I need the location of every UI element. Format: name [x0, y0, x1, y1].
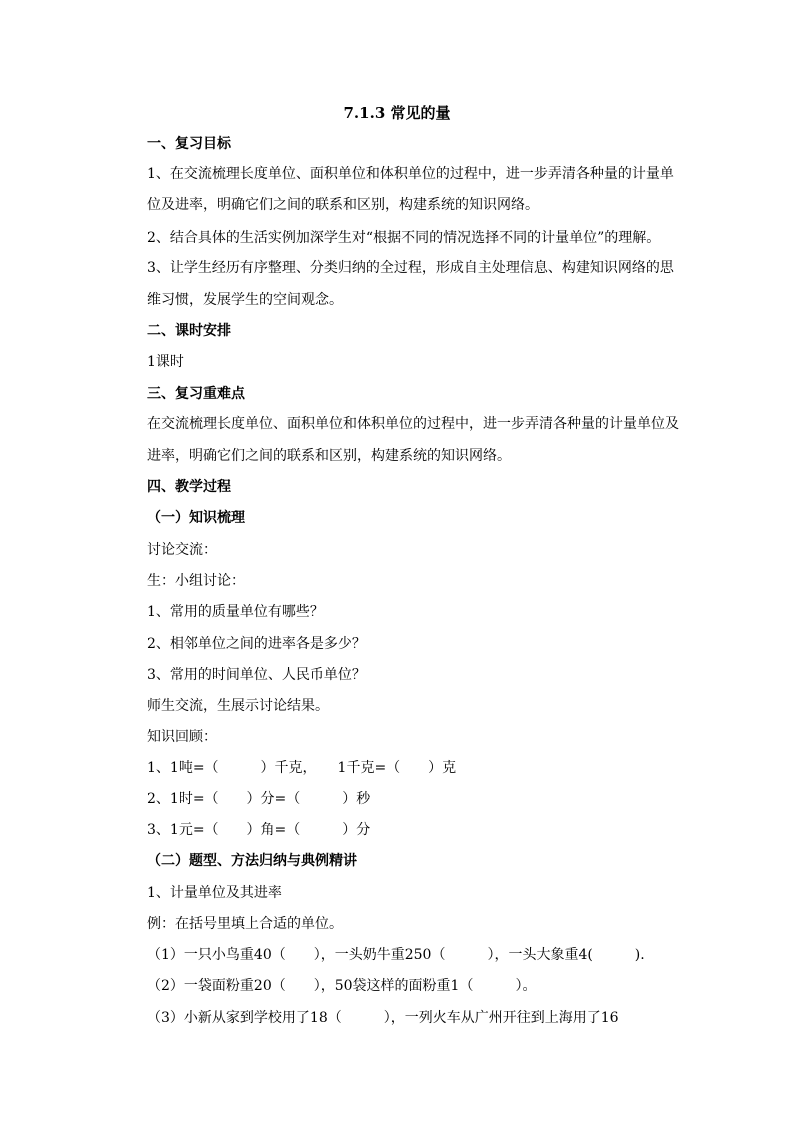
text-line: 2、1时=（ ）分=（ ）秒	[147, 791, 371, 807]
text-line: 位及进率，明确它们之间的联系和区别，构建系统的知识网络。	[147, 197, 539, 213]
text-line: 3、让学生经历有序整理、分类归纳的全过程，形成自主处理信息、构建知识网络的思	[147, 260, 674, 276]
text-line: 1、在交流梳理长度单位、面积单位和体积单位的过程中，进一步弄清各种量的计量单	[147, 166, 674, 182]
document-title: 7.1.3 常见的量	[343, 104, 451, 122]
text-line: 1、计量单位及其进率	[147, 885, 282, 901]
text-line: 知识回顾：	[147, 729, 217, 745]
text-line: 1、1吨=（ ）千克， 1千克=（ ）克	[147, 760, 457, 776]
text-line: 3、常用的时间单位、人民币单位？	[147, 667, 366, 683]
text-line: 生：小组讨论：	[147, 573, 245, 589]
text-line: 2、相邻单位之间的进率各是多少？	[147, 636, 366, 652]
text-line: （2）一袋面粉重20（ ），50袋这样的面粉重1（ ）。	[147, 978, 537, 994]
section-heading: （一）知识梳理	[147, 510, 245, 526]
text-line: 讨论交流：	[147, 542, 217, 558]
text-line: 1、常用的质量单位有哪些？	[147, 604, 324, 620]
text-line: 维习惯，发展学生的空间观念。	[147, 292, 343, 308]
text-line: 1课时	[147, 354, 184, 370]
text-line: 进率，明确它们之间的联系和区别，构建系统的知识网络。	[147, 448, 511, 464]
text-line: 例：在括号里填上合适的单位。	[147, 916, 343, 932]
text-line: 2、结合具体的生活实例加深学生对“根据不同的情况选择不同的计量单位”的理解。	[147, 230, 661, 246]
section-heading: （二）题型、方法归纳与典例精讲	[147, 853, 357, 869]
text-line: 师生交流，生展示讨论结果。	[147, 698, 329, 714]
section-heading: 四、教学过程	[147, 479, 231, 495]
section-heading: 二、课时安排	[147, 323, 231, 339]
section-heading: 三、复习重难点	[147, 386, 245, 402]
section-heading: 一、复习目标	[147, 136, 231, 152]
text-line: （1）一只小鸟重40（ ），一头奶牛重250（ ），一头大象重4( ).	[147, 947, 645, 963]
text-line: 在交流梳理长度单位、面积单位和体积单位的过程中，进一步弄清各种量的计量单位及	[147, 416, 679, 432]
text-line: （3）小新从家到学校用了18（ ），一列火车从广州开往到上海用了16	[147, 1010, 619, 1026]
text-line: 3、1元=（ ）角=（ ）分	[147, 822, 371, 838]
